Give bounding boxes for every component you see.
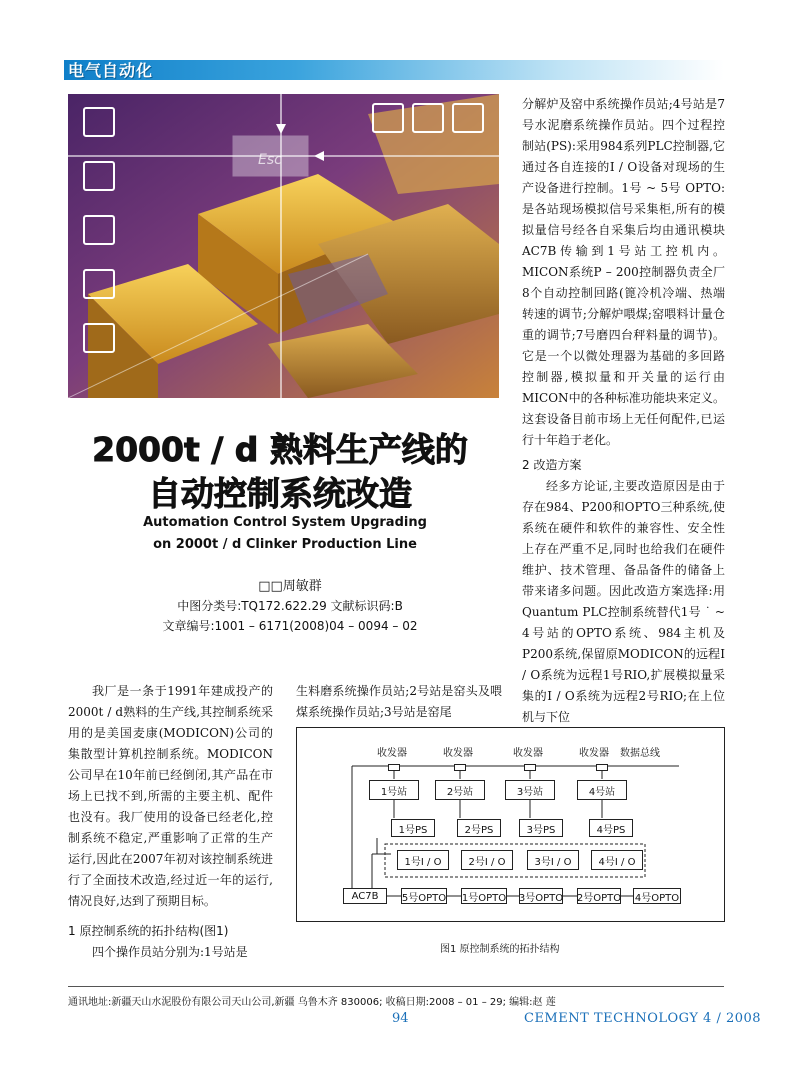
header-photo <box>68 94 499 398</box>
figure-caption: 图1 原控制系统的拓扑结构 <box>440 944 560 955</box>
ps-2: 2号PS <box>457 819 501 837</box>
body-left-p1: 我厂是一条于1991年建成投产的2000t / d熟料的生产线,其控制系统采用的是美国麦康(MODICON)公司的集散型计算机控制系统。MODICON公司早在10年前已经倒闭,其产品在市场上已找不到,所需的主要主机、配件也没有。我厂使用的设备已经老化,控制系统不稳定,严重影响了正常的生产运行,因此在2007年初对该控制系统进行了全面技术改造,经过近一年的运行,情况良好,达到了预期目标。 <box>68 684 273 908</box>
station-4: 4号站 <box>577 780 627 800</box>
io-1: 1号I / O <box>397 850 449 870</box>
opto-5: 5号OPTO <box>401 888 447 904</box>
ps-3: 3号PS <box>519 819 563 837</box>
footer-address: 通讯地址:新疆天山水泥股份有限公司天山公司,新疆 乌鲁木齐 830006; 收稿日期:2008 – 01 – 29; 编辑:赵 莲 <box>68 986 724 1008</box>
transceiver-2 <box>454 764 466 771</box>
svg-text:Esc: Esc <box>258 152 282 168</box>
journal-name: CEMENT TECHNOLOGY 4 / 2008 <box>524 1011 762 1026</box>
io-3: 3号I / O <box>527 850 579 870</box>
ps-1: 1号PS <box>391 819 435 837</box>
classification: 中图分类号:TQ172.622.29 文献标识码:B <box>177 599 403 613</box>
transceiver-label-1: 收发器 <box>377 748 407 759</box>
station-3: 3号站 <box>505 780 555 800</box>
body-mid-p1: 生料磨系统操作员站;2号站是窑头及喂煤系统操作员站;3号站是窑尾 <box>296 684 502 719</box>
article-number: 文章编号:1001 – 6171(2008)04 – 0094 – 02 <box>162 619 418 633</box>
transceiver-4 <box>596 764 608 771</box>
title-zh-line1: 2000t / d 熟料生产线的 <box>92 430 468 469</box>
header-bar <box>64 60 724 80</box>
opto-2: 2号OPTO <box>577 888 621 904</box>
figure-topology <box>296 727 725 922</box>
transceiver-label-4: 收发器 <box>579 748 609 759</box>
data-bus-label: 数据总线 <box>620 748 660 759</box>
transceiver-label-2: 收发器 <box>443 748 473 759</box>
transceiver-1 <box>388 764 400 771</box>
section-title: 电气自动化 <box>68 61 154 80</box>
ps-4: 4号PS <box>589 819 633 837</box>
author: □□周敏群 <box>258 579 322 594</box>
title-en-line1: Automation Control System Upgrading <box>143 515 427 530</box>
keyboard-illustration <box>68 94 499 398</box>
opto-3: 3号OPTO <box>519 888 563 904</box>
opto-1: 1号OPTO <box>461 888 507 904</box>
page-number: 94 <box>392 1011 409 1026</box>
io-2: 2号I / O <box>461 850 513 870</box>
section-heading-1: 1 原控制系统的拓扑结构(图1) <box>68 924 229 938</box>
opto-4: 4号OPTO <box>633 888 681 904</box>
body-right-p2: 经多方论证,主要改造原因是由于存在984、P200和OPTO三种系统,使系统在硬件和软件的兼容性、安全性上存在严重不足,同时也给我们在硬件维护、技术管理、备品备件的储备上带来诸多问题。因此改造方案选择:用Quantum PLC控制系统替代1号 ˙ ~ 4号站的OPTO系统、984主机及P200系统,保留原MODICON的远程I / O系统为远程1号RIO,扩展模拟量采集的I / O系统为远程2号RIO;在上位机与下位 <box>522 479 725 724</box>
ac7b-module: AC7B <box>343 888 387 904</box>
transceiver-label-3: 收发器 <box>513 748 543 759</box>
title-zh-line2: 自动控制系统改造 <box>148 474 412 513</box>
station-2: 2号站 <box>435 780 485 800</box>
station-1: 1号站 <box>369 780 419 800</box>
section-heading-2: 2 改造方案 <box>522 458 582 472</box>
title-en-line2: on 2000t / d Clinker Production Line <box>153 537 417 552</box>
body-left-p2: 四个操作员站分别为:1号站是 <box>92 945 248 959</box>
transceiver-3 <box>524 764 536 771</box>
body-right-p1: 分解炉及窑中系统操作员站;4号站是7号水泥磨系统操作员站。四个过程控制站(PS):采用984系列PLC控制器,它通过各自连接的I / O设备对现场的生产设备进行控制。1号 ~ 5号 OPTO:是各站现场模拟信号采集柜,所有的模拟量信号经各自采集后均由通讯模块AC7B传输到1号站工控机内。MICON系统P – 200控制器负责全厂8个自动控制回路(篦冷机冷端、热端转速的调节;分解炉喂煤;窑喂料计量仓重的调节;7号磨四台秤料量的调节)。它是一个以微处理器为基础的多回路控制器,模拟量和开关量的运行由MICON中的各种标准功能块来定义。这套设备目前市场上无任何配件,已运行十年趋于老化。 <box>522 97 725 447</box>
io-4: 4号I / O <box>591 850 643 870</box>
